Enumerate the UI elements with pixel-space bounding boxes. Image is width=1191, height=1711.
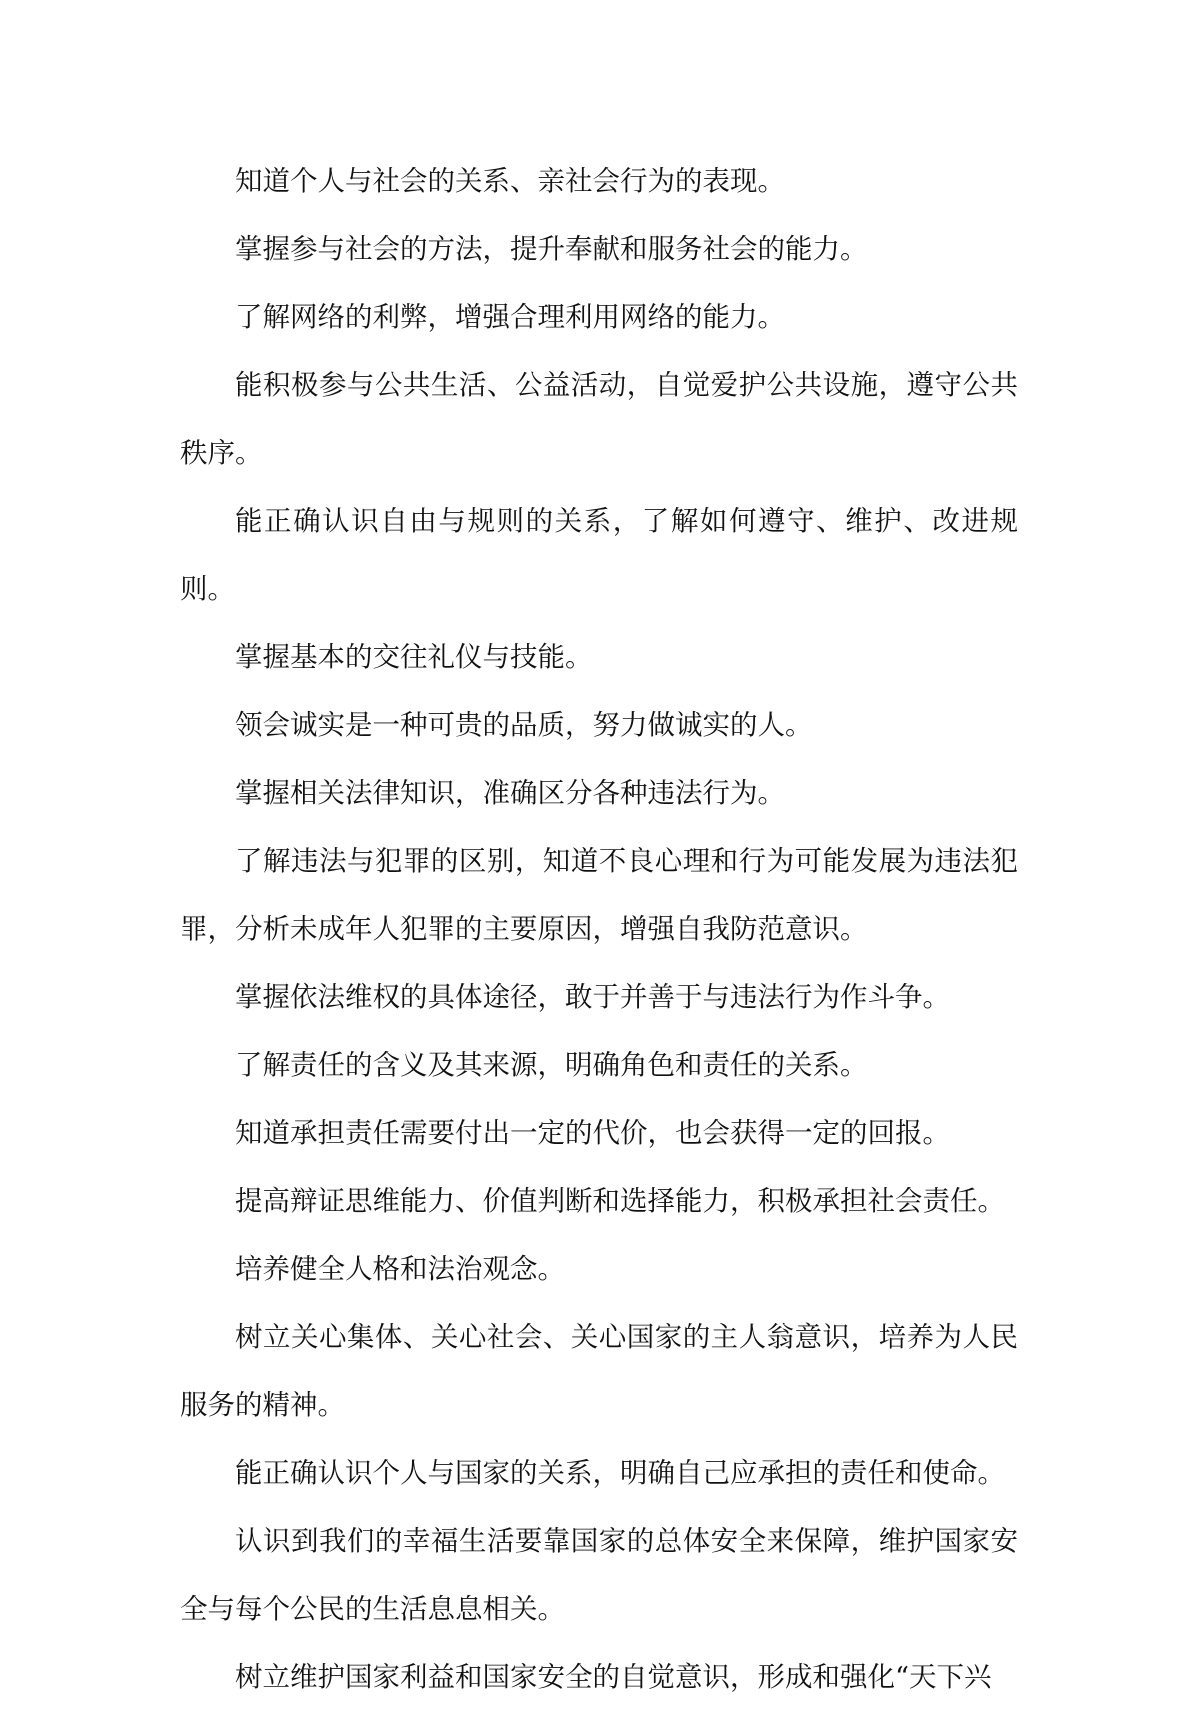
paragraph-7: 掌握相关法律知识，准确区分各种违法行为。	[235, 777, 785, 809]
paragraph-2: 了解网络的利弊，增强合理利用网络的能力。	[235, 301, 785, 333]
paragraph-14: 树立关心集体、关心社会、关心国家的主人翁意识，培养为人民服务的精神。	[180, 1321, 1018, 1421]
document-body	[180, 147, 1018, 1711]
paragraph-6: 领会诚实是一种可贵的品质，努力做诚实的人。	[235, 709, 813, 741]
paragraph-13: 培养健全人格和法治观念。	[235, 1253, 565, 1285]
paragraph-8: 了解违法与犯罪的区别，知道不良心理和行为可能发展为违法犯罪，分析未成年人犯罪的主要原因，增强自我防范意识。	[180, 845, 1018, 945]
paragraph-11: 知道承担责任需要付出一定的代价，也会获得一定的回报。	[235, 1117, 950, 1149]
paragraph-4: 能正确认识自由与规则的关系，了解如何遵守、维护、改进规则。	[180, 505, 1018, 605]
paragraph-17: 树立维护国家利益和国家安全的自觉意识，形成和强化“天下兴	[235, 1661, 992, 1693]
paragraph-10: 了解责任的含义及其来源，明确角色和责任的关系。	[235, 1049, 868, 1081]
paragraph-12: 提高辩证思维能力、价值判断和选择能力，积极承担社会责任。	[235, 1185, 1005, 1217]
paragraph-5: 掌握基本的交往礼仪与技能。	[235, 641, 593, 673]
paragraph-0: 知道个人与社会的关系、亲社会行为的表现。	[235, 165, 785, 197]
paragraph-16: 认识到我们的幸福生活要靠国家的总体安全来保障，维护国家安全与每个公民的生活息息相关。	[180, 1525, 1018, 1625]
paragraph-1: 掌握参与社会的方法，提升奉献和服务社会的能力。	[235, 233, 868, 265]
paragraph-3: 能积极参与公共生活、公益活动，自觉爱护公共设施，遵守公共秩序。	[180, 369, 1018, 469]
paragraph-9: 掌握依法维权的具体途径，敢于并善于与违法行为作斗争。	[235, 981, 950, 1013]
paragraph-15: 能正确认识个人与国家的关系，明确自己应承担的责任和使命。	[235, 1457, 1005, 1489]
